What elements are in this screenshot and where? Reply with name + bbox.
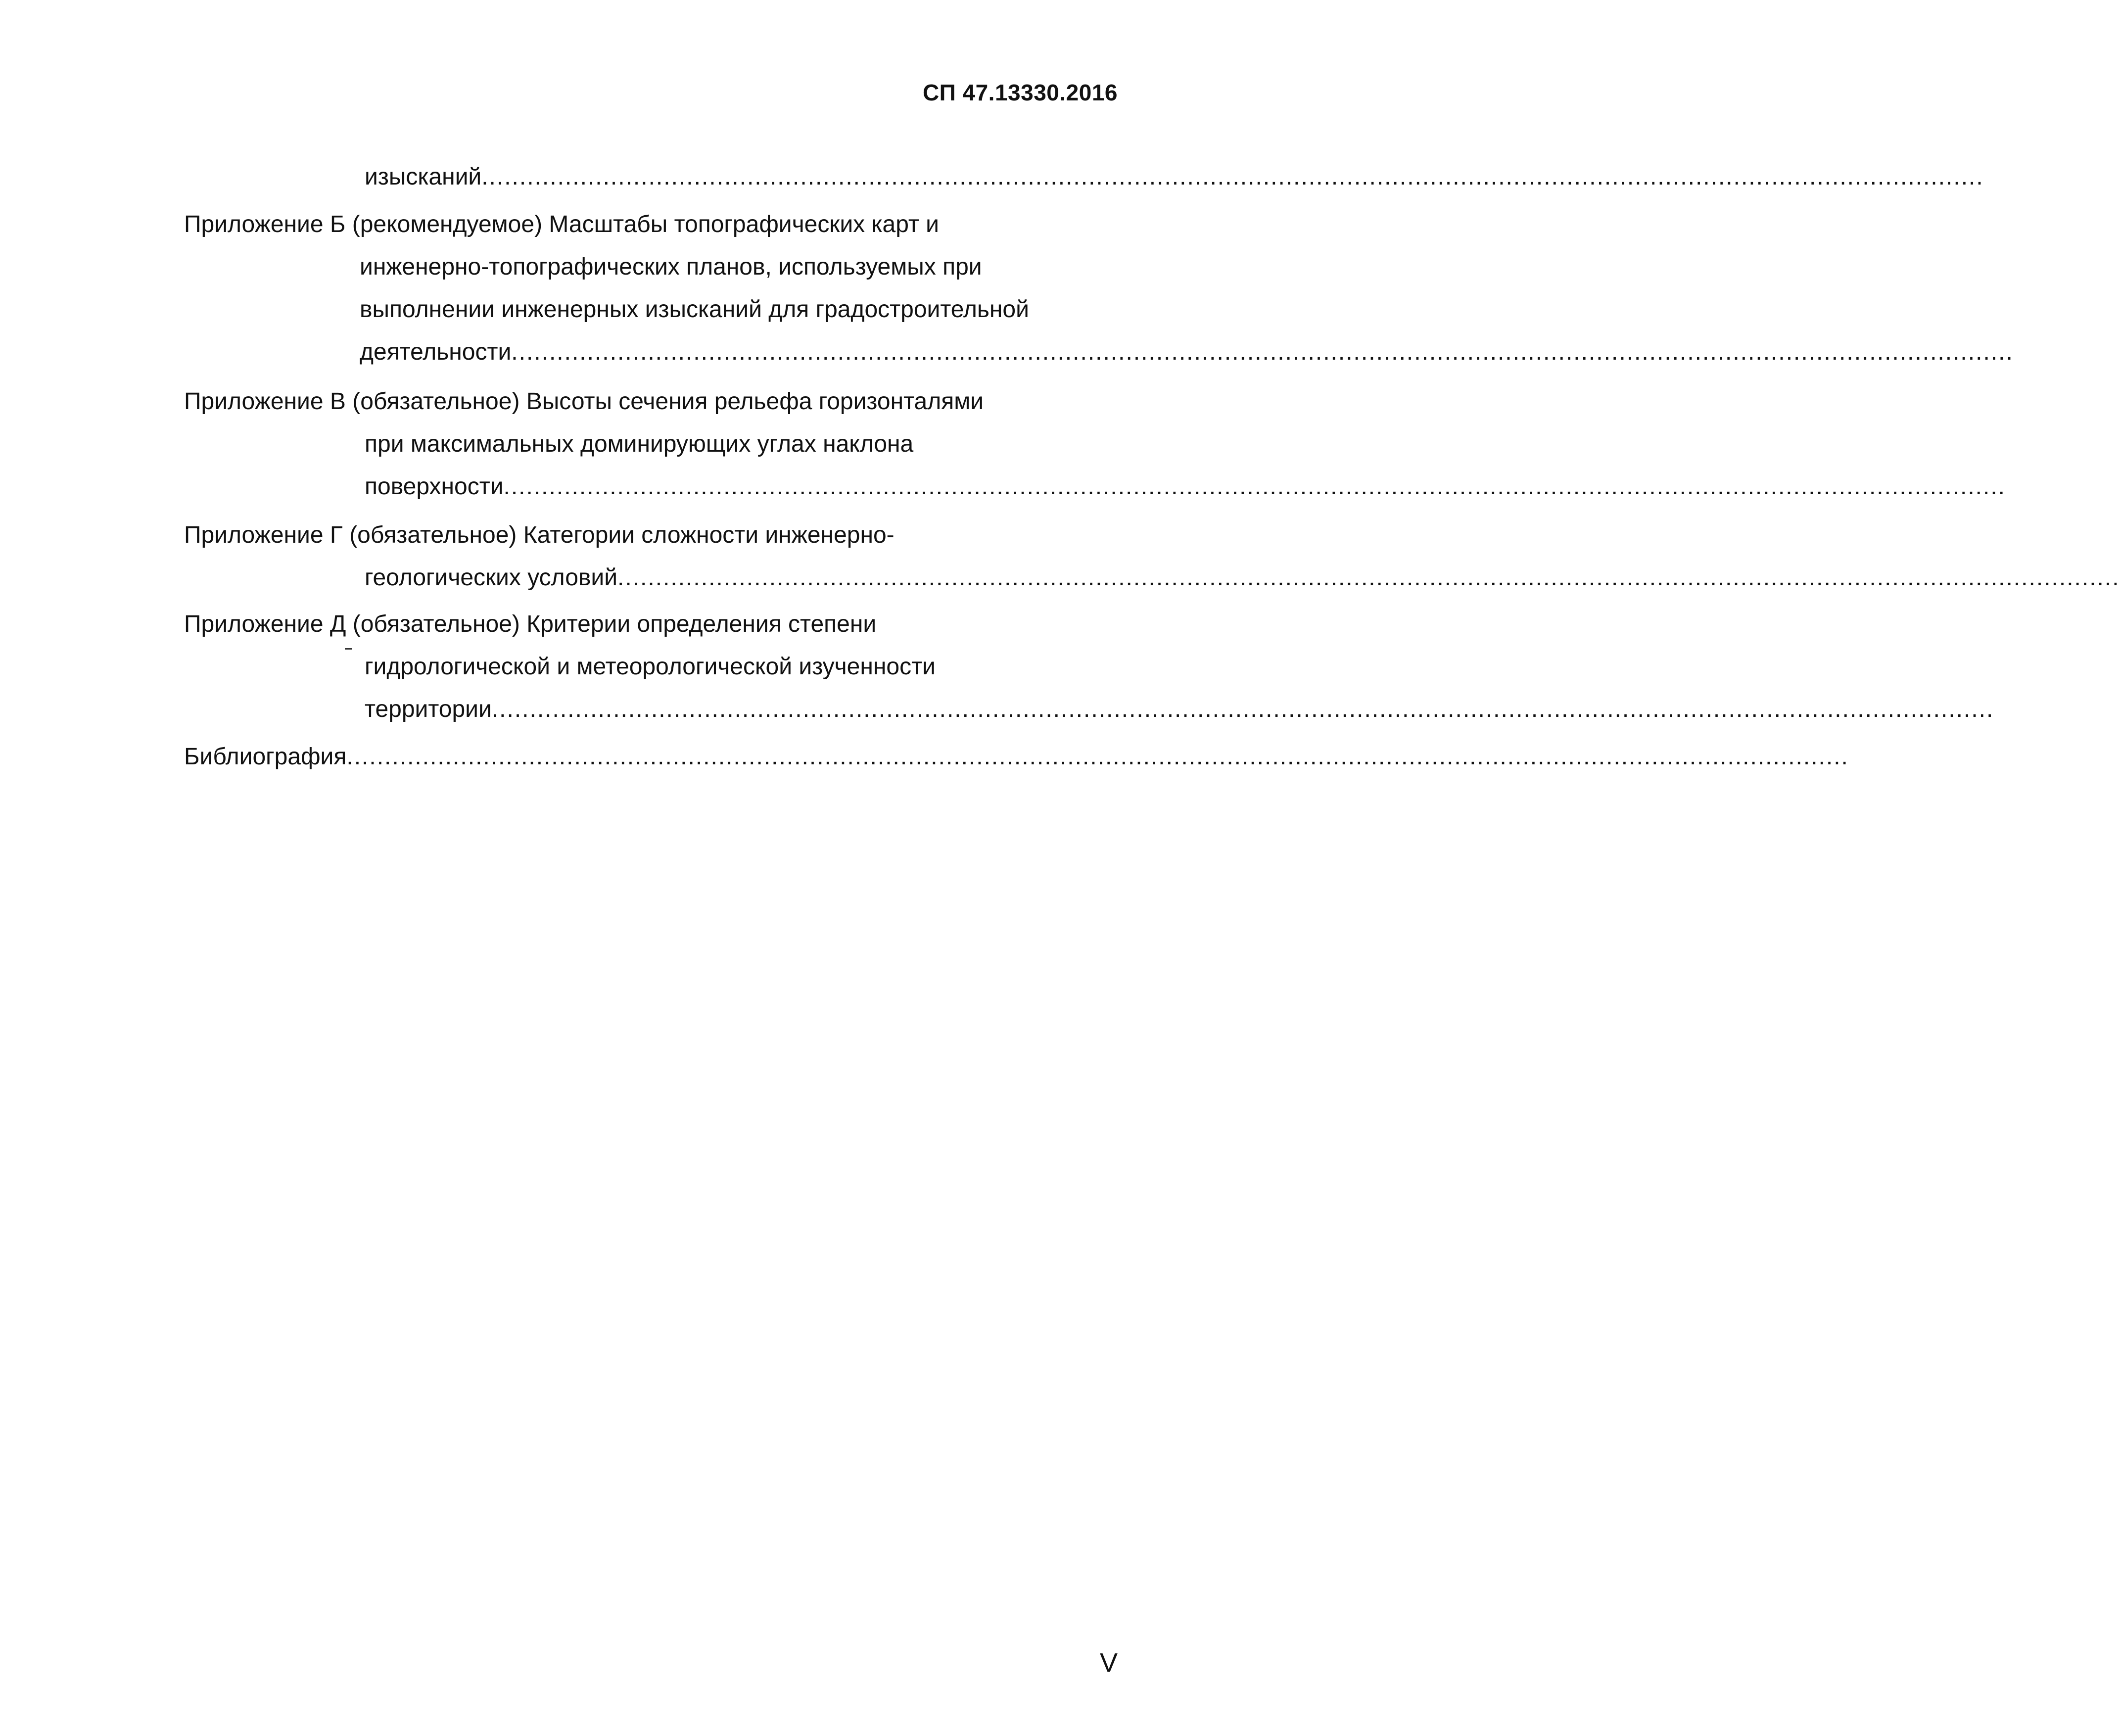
toc-entry-text: изысканий xyxy=(365,164,482,190)
scan-mark xyxy=(345,648,352,650)
toc-entry-g-line1: Приложение Г (обязательное) Категории сложности инженерно- xyxy=(184,522,895,548)
toc-entry-b-line1: Приложение Б (рекомендуемое) Масштабы топографических карт и xyxy=(184,211,939,237)
toc-entry-g-line2 xyxy=(365,563,2120,593)
dot-leader: ...................................................................................................................................................................................................... xyxy=(503,473,2006,500)
toc-entry-b-line3: выполнении инженерных изысканий для градостроительной xyxy=(360,296,1029,323)
toc-entry-text: Библиография xyxy=(184,744,347,770)
toc-entry-text: поверхности xyxy=(365,473,504,500)
dot-leader: ...................................................................................................................................................................................................... xyxy=(511,339,2014,365)
toc-entry-bibliography xyxy=(184,742,1849,772)
toc-entry-text: геологических условий xyxy=(365,564,618,591)
toc-entry-text: деятельности xyxy=(360,339,512,365)
toc-entry-a-tail xyxy=(365,162,1984,192)
toc-entry-d-line3 xyxy=(365,695,1994,724)
document-code: СП 47.13330.2016 xyxy=(922,80,1118,105)
toc-entry-d-line2: гидрологической и метеорологической изученности xyxy=(365,654,936,680)
dot-leader: ...................................................................................................................................................................................................... xyxy=(617,564,2120,591)
toc-entry-v-line2: при максимальных доминирующих углах наклона xyxy=(365,431,914,457)
toc-entry-v-line3 xyxy=(365,472,2006,502)
toc-entry-d-line1: Приложение Д (обязательное) Критерии определения степени xyxy=(184,611,877,637)
dot-leader: ...................................................................................................................................................................................................... xyxy=(491,696,1994,722)
toc-entry-v-line1: Приложение В (обязательное) Высоты сечения рельефа горизонталями xyxy=(184,388,984,415)
toc-entry-b-line2: инженерно-топографических планов, используемых при xyxy=(360,254,982,280)
toc-entry-b-line4 xyxy=(360,337,2014,367)
page-number: V xyxy=(1099,1648,1118,1678)
dot-leader: ...................................................................................................................................................................................................... xyxy=(346,744,1849,770)
dot-leader: ...................................................................................................................................................................................................... xyxy=(481,164,1984,190)
toc-entry-text: территории xyxy=(365,696,492,722)
